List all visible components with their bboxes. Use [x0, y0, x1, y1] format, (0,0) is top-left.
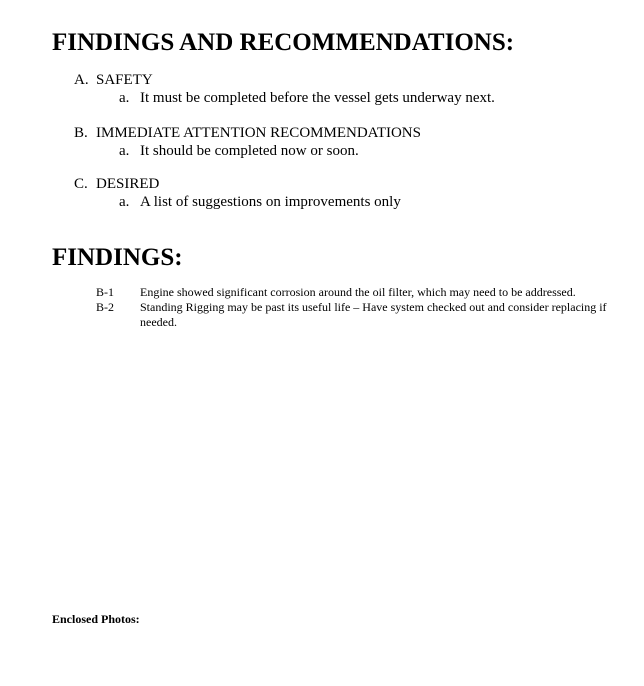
enclosed-photos-label: Enclosed Photos:: [52, 612, 140, 626]
category-title: [74, 175, 614, 193]
finding-code: B-2: [96, 300, 114, 314]
category-title: [74, 71, 614, 89]
sub-text: It must be completed before the vessel gets underway next.: [140, 90, 495, 106]
category-immediate-attention: [74, 124, 614, 160]
sub-text: It should be completed now or soon.: [140, 143, 359, 159]
findings-list: [96, 285, 626, 330]
category-description: [74, 142, 614, 160]
sub-text: A list of suggestions on improvements only: [140, 194, 401, 210]
sub-letter: a.: [119, 90, 130, 106]
category-label: SAFETY: [96, 72, 153, 88]
finding-item: [96, 285, 626, 300]
finding-text: Standing Rigging may be past its useful life – Have system checked out and consider replacing if needed.: [140, 300, 607, 329]
finding-text: Engine showed significant corrosion around the oil filter, which may need to be addressed.: [140, 285, 576, 299]
category-label: IMMEDIATE ATTENTION RECOMMENDATIONS: [96, 125, 421, 141]
findings-heading: FINDINGS:: [52, 244, 183, 271]
category-letter: A.: [74, 72, 89, 88]
category-safety: [74, 71, 614, 107]
category-description: [74, 193, 614, 211]
sub-letter: a.: [119, 194, 130, 210]
category-desired: [74, 175, 614, 211]
category-title: [74, 124, 614, 142]
finding-item: [96, 300, 626, 330]
page-title: FINDINGS AND RECOMMENDATIONS:: [52, 29, 515, 56]
sub-letter: a.: [119, 143, 130, 159]
category-label: DESIRED: [96, 176, 160, 192]
finding-code: B-1: [96, 285, 114, 299]
category-letter: B.: [74, 125, 88, 141]
category-description: [74, 89, 614, 107]
category-letter: C.: [74, 176, 88, 192]
